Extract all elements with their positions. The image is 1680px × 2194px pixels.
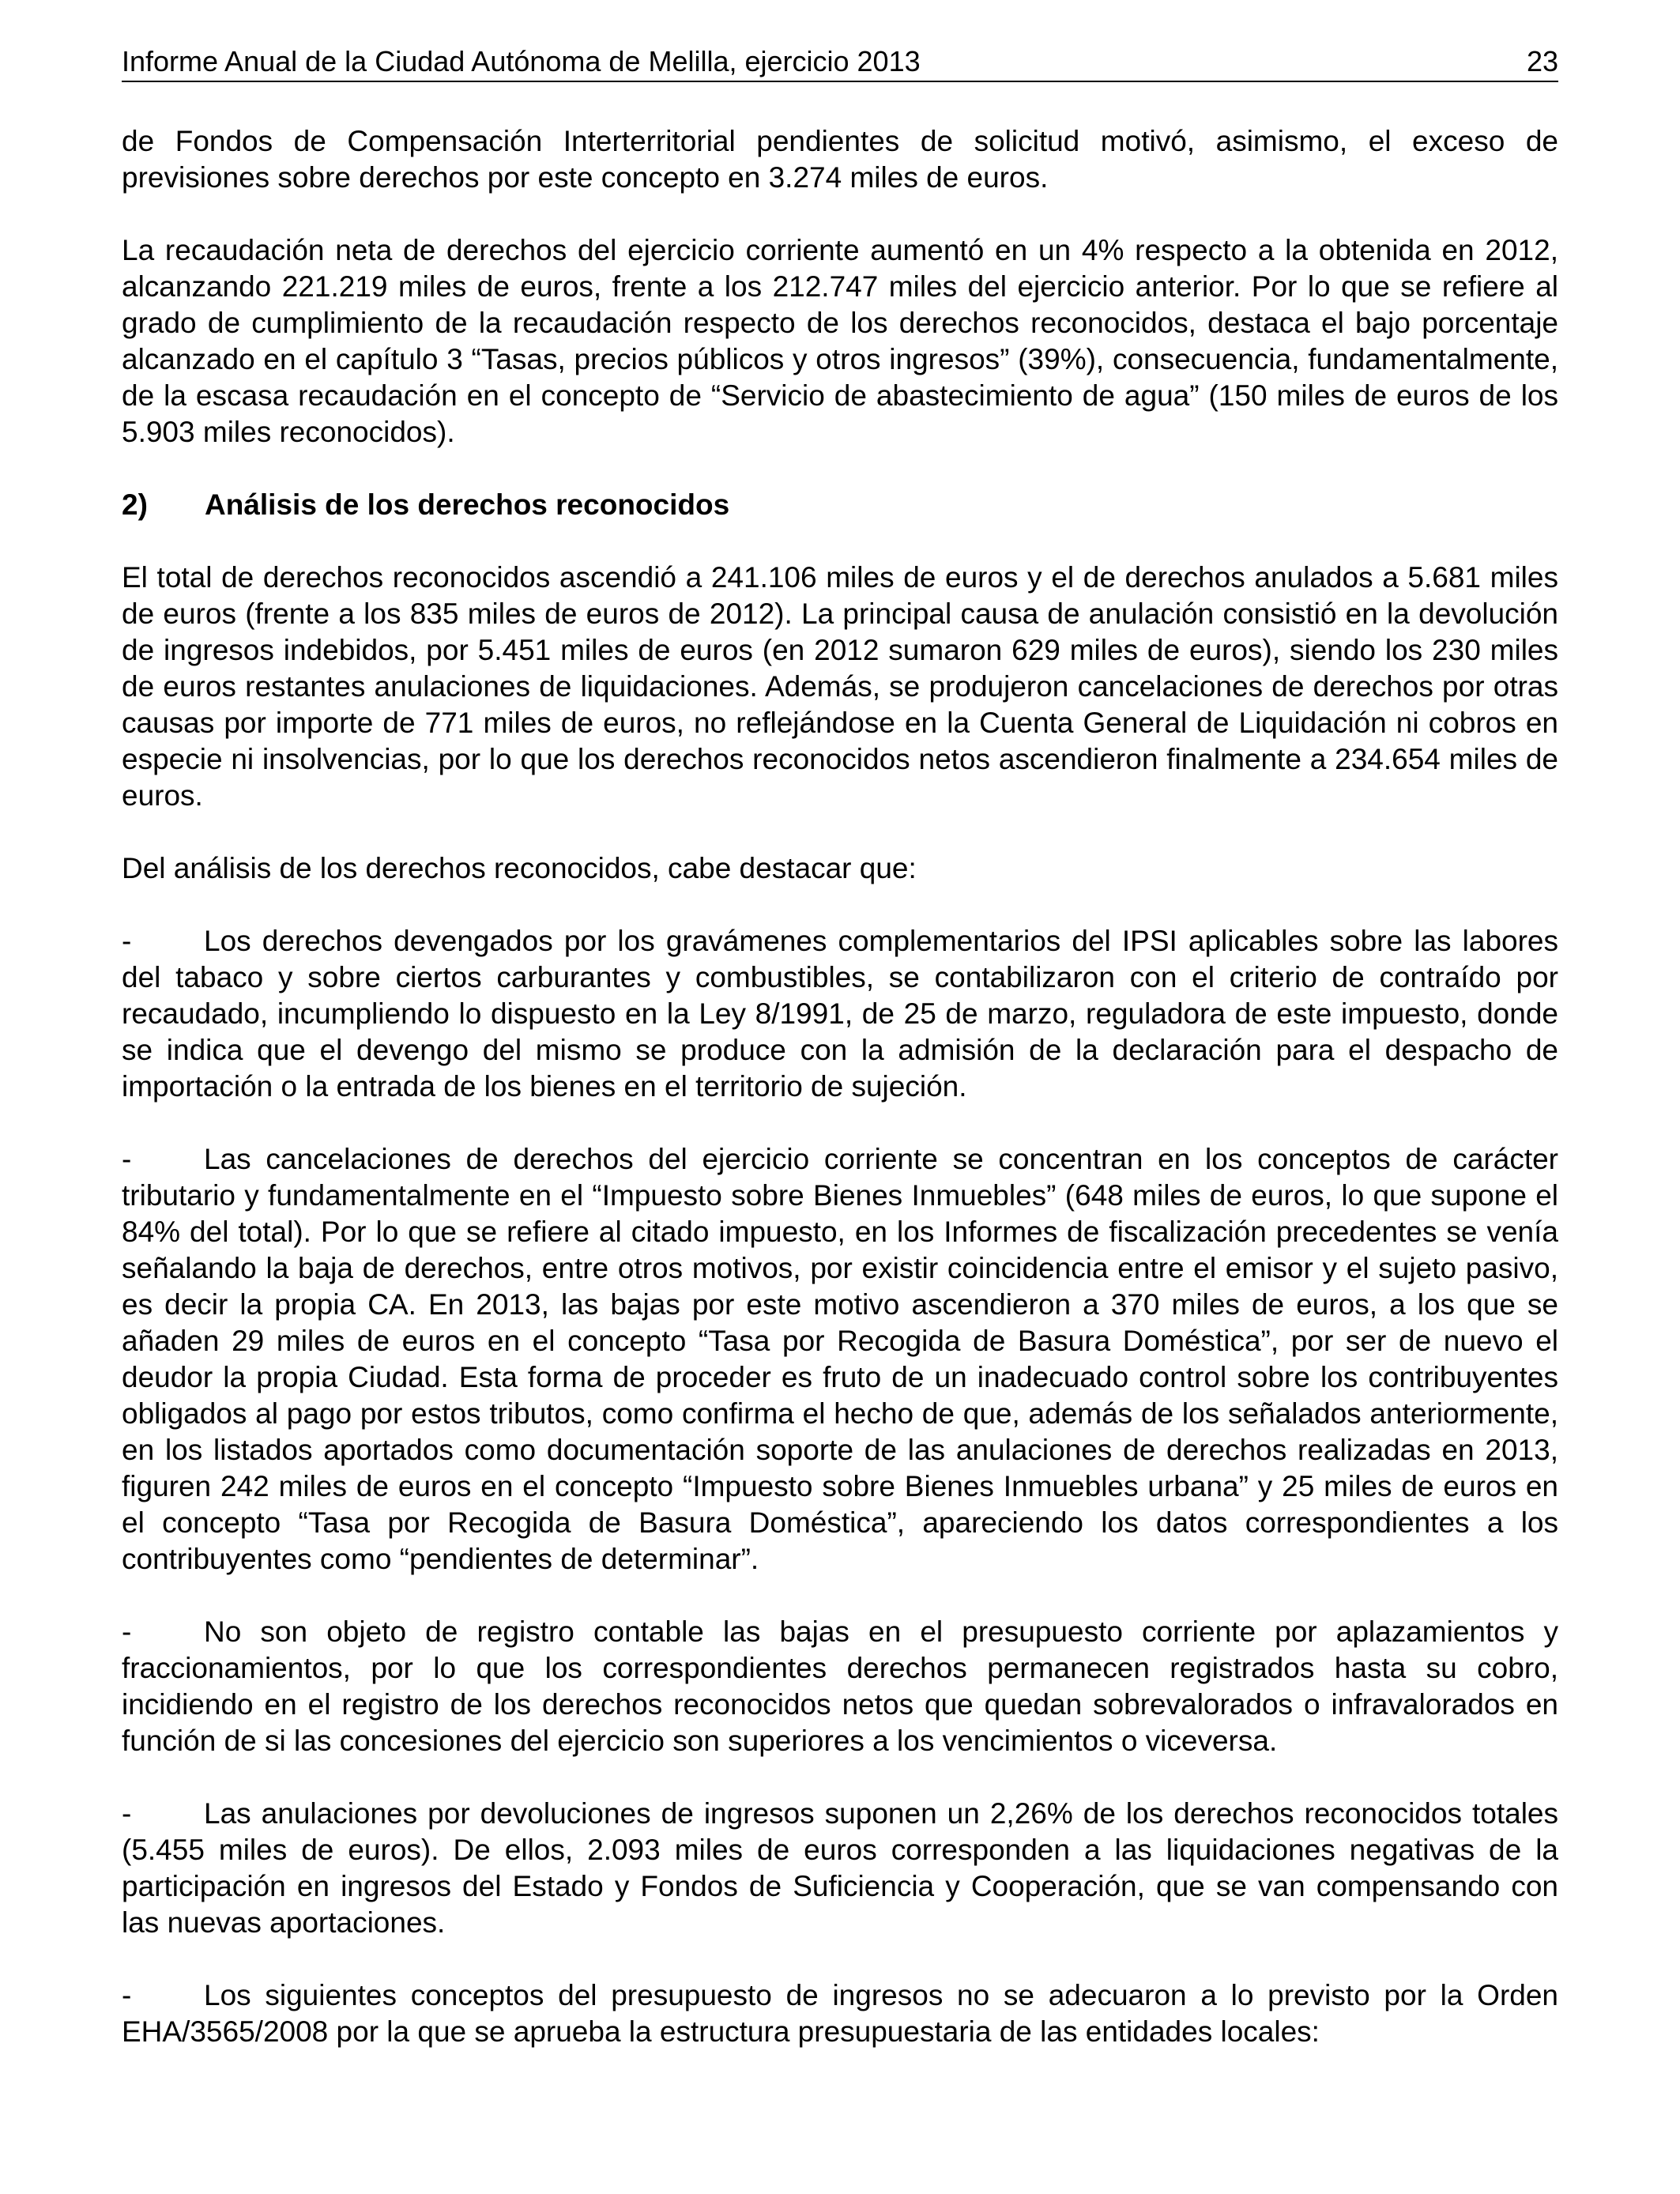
bullet-marker: - (122, 1143, 132, 1175)
list-item-text: Los derechos devengados por los gravámenes complementarios del IPSI aplicables sobre las labores del tabaco y sobre ciertos carburantes y combustibles, se contabilizaron con el criterio de contraído por recaudado, incumpliendo lo dispuesto en la Ley 8/1991, de 25 de marzo, reguladora de este impuesto, donde se indica que el devengo del mismo se produce con la admisión de la declaración para el despacho de importación o la entrada de los bienes en el territorio de sujeción. (122, 925, 1558, 1103)
page-body (122, 123, 1558, 2050)
paragraph-continuation: de Fondos de Compensación Interterritorial pendientes de solicitud motivó, asimismo, el exceso de previsiones sobre derechos por este concepto en 3.274 miles de euros. (122, 125, 1558, 194)
list-item-text: No son objeto de registro contable las bajas en el presupuesto corriente por aplazamientos y fraccionamientos, por lo que los correspondientes derechos permanecen registrados hasta su cobro, incidiendo en el registro de los derechos reconocidos netos que quedan sobrevalorados o infravalorados en función de si las concesiones del ejercicio son superiores a los vencimientos o viceversa. (122, 1615, 1558, 1757)
bullet-marker: - (122, 1979, 132, 2011)
page-number: 23 (1526, 45, 1558, 77)
list-item-text: Las cancelaciones de derechos del ejercicio corriente se concentran en los conceptos de carácter tributario y fundamentalmente en el “Impuesto sobre Bienes Inmuebles” (648 miles de euros, lo que supone el 84% del total). Por lo que se refiere al citado impuesto, en los Informes de fiscalización precedentes se venía señalando la baja de derechos, entre otros motivos, por existir coincidencia entre el emisor y el sujeto pasivo, es decir la propia CA. En 2013, las bajas por este motivo ascendieron a 370 miles de euros, a los que se añaden 29 miles de euros en el concepto “Tasa por Recogida de Basura Doméstica”, por ser de nuevo el deudor la propia Ciudad. Esta forma de proceder es fruto de un inadecuado control sobre los contribuyentes obligados al pago por estos tributos, como confirma el hecho de que, además de los señalados anteriormente, en los listados aportados como documentación soporte de las anulaciones de derechos realizadas en 2013, figuren 242 miles de euros en el concepto “Impuesto sobre Bienes Inmuebles urbana” y 25 miles de euros en el concepto “Tasa por Recogida de Basura Doméstica”, apareciendo los datos correspondientes a los contribuyentes como “pendientes de determinar”. (122, 1143, 1558, 1575)
list-item (122, 923, 1558, 1105)
section-heading-text: Análisis de los derechos reconocidos (205, 488, 730, 521)
list-item (122, 1614, 1558, 1759)
bullet-marker: - (122, 1615, 132, 1648)
list-item (122, 1141, 1558, 1578)
section-heading (122, 487, 1558, 523)
page-header (122, 41, 1558, 82)
list-item (122, 1977, 1558, 2050)
paragraph-recaudacion: La recaudación neta de derechos del ejercicio corriente aumentó en un 4% respecto a la obtenida en 2012, alcanzando 221.219 miles de euros, frente a los 212.747 miles del ejercicio anterior. Por lo que se refiere al grado de cumplimiento de la recaudación respecto de los derechos reconocidos, destaca el bajo porcentaje alcanzado en el capítulo 3 “Tasas, precios públicos y otros ingresos” (39%), consecuencia, fundamentalmente, de la escasa recaudación en el concepto de “Servicio de abastecimiento de agua” (150 miles de euros de los 5.903 miles reconocidos). (122, 234, 1558, 448)
list-item-text: Los siguientes conceptos del presupuesto de ingresos no se adecuaron a lo previsto por la Orden EHA/3565/2008 por la que se aprueba la estructura presupuestaria de las entidades locales: (122, 1979, 1558, 2048)
list-item (122, 1796, 1558, 1941)
bullet-marker: - (122, 925, 132, 957)
paragraph-derechos-total: El total de derechos reconocidos ascendió a 241.106 miles de euros y el de derechos anulados a 5.681 miles de euros (frente a los 835 miles de euros de 2012). La principal causa de anulación consistió en la devolución de ingresos indebidos, por 5.451 miles de euros (en 2012 sumaron 629 miles de euros), siendo los 230 miles de euros restantes anulaciones de liquidaciones. Además, se produjeron cancelaciones de derechos por otras causas por importe de 771 miles de euros, no reflejándose en la Cuenta General de Liquidación ni cobros en especie ni insolvencias, por lo que los derechos reconocidos netos ascendieron finalmente a 234.654 miles de euros. (122, 561, 1558, 812)
list-item-text: Las anulaciones por devoluciones de ingresos suponen un 2,26% de los derechos reconocidos totales (5.455 miles de euros). De ellos, 2.093 miles de euros corresponden a las liquidaciones negativas de la participación en ingresos del Estado y Fondos de Suficiencia y Cooperación, que se van compensando con las nuevas aportaciones. (122, 1797, 1558, 1939)
header-title: Informe Anual de la Ciudad Autónoma de Melilla, ejercicio 2013 (122, 45, 921, 77)
bullet-marker: - (122, 1797, 132, 1830)
section-heading-number: 2) (122, 488, 148, 521)
paragraph-intro-list: Del análisis de los derechos reconocidos, cabe destacar que: (122, 852, 917, 884)
